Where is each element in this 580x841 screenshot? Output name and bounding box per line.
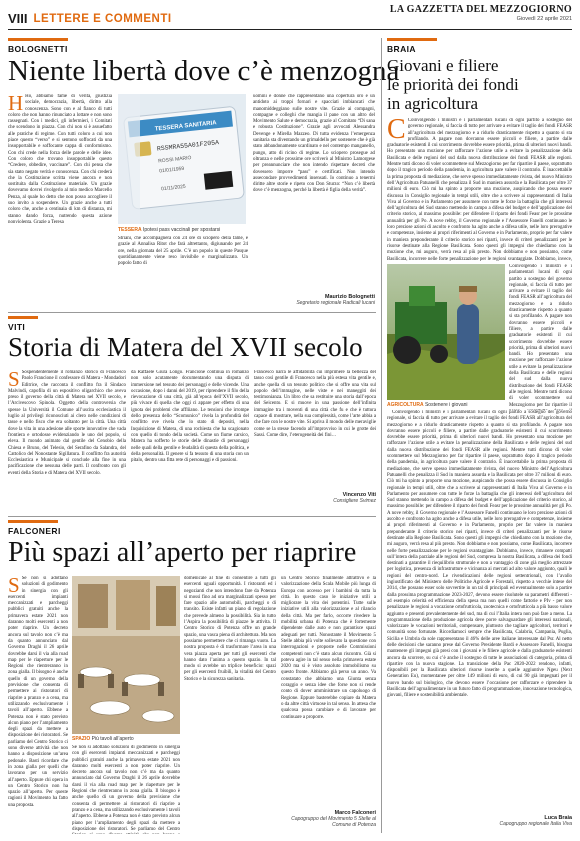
drop-cap: S: [8, 576, 20, 597]
article-body-col2: da Raffaele Giura Longo. Francione continua in romanzo non solo acutamente documentando una disputa di immersione nel tessuto dei personaggi e delle vicende. Una occasione, dopo i danni del 2019, per riprendere il filo della rievocazione di una città, già all’epoca dell’XVII secolo, più vivace di quella che oggi ci appare per effetto di una ignota dei problemi che affliiano. Le tensioni che irrompe dello presenza dello “Scomunico” rivela la profondità del conflitto ove rivela che lo stato di depositi, nella Inquisizione di Matera, di una rochiesta che ha scagionato con quello di tondo della società. Come un fiume carsico, Matera ha sofferto le storie delle dinastie di personaggi nelle quali della gentile e feudalità di questa della politica, e della personalità. Il genere si fa tessuto di una storia con un pitalo, dentro una fitta rete di personaggi e di passioni.: [131, 370, 249, 464]
author-role: Segretario regionale Radicali lucani: [296, 300, 375, 306]
farmer-tractor-illustration: [387, 264, 505, 400]
article-tag: VITI: [8, 322, 26, 332]
article-body-intro: C Coinvolgendo i ministri e i parlamentari lucani di ogni partito a sostegno del governo regionale, si faccia di tutto per arrivare a evitare il taglio dei fondi FEASR all’agricoltura del mezzogiorno e a ridurlo drasticamente rispetto a quanto si sta profilando. A pagare non dovranno essere piccoli e filiere, a partire dalle graduatorie esistenti il cui scorrimento dovrebbe essere priorità, prima di ulteriori nuovi bandi. Ho presentato una mozione per rafforzare l’azione utile a evitare la penalizzazione della Basilicata e delle regioni del sud dalla nuova distribuzione dei fondi FEASR alle regioni. Mentre tutti dicono di voler scommettere sul Mezzogiorno per far ripartire il paese, soprattutto dopo il tragico periodo della pandemia, in agricoltura pare valere il contrario. È inaccettabile la prima proposta di mediazione, che serve spesso immediatamente rivista, del nuovo Ministro dell’Agricoltura Patuanelli che penalizza il Sud in maniera assurda e la Basilicata per oltre 37 milioni di euro. Ciò mi ha spinto a proporre una mozione, auspicando che possa essere discussa in Consiglio regionale in tempi utili, oltre che a scrivere ai rappresentanti di Italia Viva al Governo e in Parlamento per assumere con tutte le forze la battaglia che gli interessi dell’agricoltura del Sud stanno mettendo in campo a difesa del budget e dell’applicazione del criterio storico, al massimo possibile: per difendere il riparto dei fondi Feasr per le prossime annualità per gli Po. A nove rebby, il Governo regionale e l’Assessore Fanelli continuano le loro preziose azioni di ascolto e confronto ha agito anche a difesa utile, nelle loro prerogative e competenze, insieme ai propri riferimenti al Governo e in Parlamento, proprio per far valere in maniera preponderante il criterio storico nei riparti, invece di criteri penalizzanti per le risorse destinate alla Regione Basilicata. Sono questi gli impegni che chiediamo con la mozione che, mi auguro, verrà resa al più presto. Non dobbiamo e non possiamo, come Basilicata, incorrere nelle forte penalizzazione per le regioni svantaggiate. Dobbiamo, invece,: [387, 118, 572, 262]
photo-caption: [72, 736, 182, 742]
tag-bar: [8, 520, 58, 523]
author-role: Consigliere Svimez: [333, 498, 376, 504]
article-body-col1: S Se non si adottano soluzioni di godimento in sinergia con gli esercenti impianti meccanizzati e parcheggi pubblici gratuiti anche la primavera estate 2021 non daranno molti esercenti a non poter riaprire. Un decreto ancora sul tavolo non c’è ma da quanto annunciato dal Governo Draghi il 26 aprile dovrebbe darsi il via alla road map per le riaperture per le Regioni che rientreranno in zona gialla. Il bisogno è anche quello di un governo della previsione che consenta di permettere ai ristoratori di riaprire a pranzo e a cena, ma utilizzando esclusivamente i tavoli all’aperto. Ebbene a Potenza non è stato previsto alcun piano per l’ampliamento degli spazi da mettere a disposizione dei ristoratori. Se parliamo del Centro Storico ci sono diverse attività che non hanno a disposizione un’area pedonale. Basti ricordare che in zona gialla per quelli che lavorano per un servizio all’aperto. Eppure chi opera in un Centro Storico non ha spazio all’aperto. Per queste ragioni il Movimento ha fatto una proposta.: [8, 576, 68, 808]
article-body-col1: S Sospendentemente il romanzo storico di Francesco Paolo Francione il confessore di Matera - Mondadori Editrice, che racconta il conflitto fra il Sindaco Malvindi, capofila di un espositivo oligarchico che aveva preso il governo della città di Matera nel XVII secolo, e l’Arcivescovo Spinola. Oggetto della controversia che spesse la Università il Comune all’uscita ecclesiastica il luglio al privilegi riconosciuti ai clero nelle condizioni di tasse e nello fisco che era soltanto per la città. Una città dove la vita in una adesione alle sporte innovative che vada frontiera e ortodosse evidenziando le uno del popolo, si eleva. Il mondo animato dal gentile del Cenobio della Chiesa e Bruno, del Telesio, del Serafino da Salandra, del Cattolico del Nonostante Sigillatura. Il conflitto fra autorità Ecclesiastica e Municipale si conclude alla fine in una pacificazione che nessuna delle parti. Il confronto con gli eventi della Storia e di Matera del XVII secolo.: [8, 370, 126, 476]
section-divider: [8, 312, 376, 313]
signature: [253, 294, 375, 306]
signature: [281, 810, 376, 828]
column-divider: [381, 38, 382, 833]
tag-bar: [8, 38, 68, 41]
caption-tag: AGRICOLTURA: [387, 402, 424, 408]
article-title: Giovani e filiere le priorità dei fondi in agricoltura: [387, 56, 519, 113]
issue-date: Giovedì 22 aprile 2021: [516, 16, 572, 22]
health-card-illustration: [118, 94, 246, 224]
card-name: ROSSI MARIO: [157, 155, 192, 165]
drop-cap: H: [8, 94, 24, 115]
section-name: LETTERE E COMMENTI: [33, 13, 172, 25]
signature: [254, 492, 376, 504]
signature: [387, 815, 572, 827]
section-divider: [8, 516, 376, 517]
tag-bar: [387, 38, 437, 41]
caption-text: Più tavoli all’aperto: [91, 736, 134, 742]
author-name: Marco Falconeri: [334, 810, 376, 816]
article-tag: BRAIA: [387, 44, 416, 54]
author-role: Capogruppo del Movimento 5 Stelle al Comune di Potenza: [291, 816, 376, 828]
caption-text: Sostenere i giovani: [424, 402, 468, 408]
article-body-col3: Francesco narra le affidabilità cui imprimere la bellezza del tasso così gentile di Francesco nella più estesa vita gentile e, anche quella di un tessuto politico che si offre una vita sul popolo dell’immagine, nelle viste e nei maneggiti dei testimonianza. Un libro che sa restituire una storia dall’epoca del Seicento. E si muove in una passione dell’infinita immagine tra i moventi di una città che fu e che è tuttora capace di mostrare, nella sua complessità, come l’arte abbia a che fare con le nostre vite. Si apriva il mondo delle meraviglie come se la stesse facendo all’improvviso in cui le grotte dei Sassi. Come dire, l’eterogeneità dei fini…: [254, 370, 376, 438]
author-role: Capogruppo regionale Italia Viva: [499, 821, 572, 827]
caption-tag: TESSERA: [118, 227, 142, 233]
card-date: 01/01/1959: [158, 165, 185, 175]
outdoor-tables-photo: [72, 576, 180, 734]
article-body-side: Coinvolgendo i ministri e i parlamentari lucani di ogni partito a sostegno del governo regionale, si faccia di tutto per arrivare a evitare il taglio dei fondi FEASR all’agricoltura del mezzogiorno e a ridurlo drasticamente rispetto a quanto si sta profilando. A pagare non dovranno essere piccoli e filiere, a partire dalle graduatorie esistenti il cui scorrimento dovrebbe essere priorità, prima di ulteriori nuovi bandi. Ho presentato una mozione per rafforzare l’azione utile a evitare la penalizzazione della Basilicata e delle regioni del sud dalla nuova distribuzione dei fondi FEASR alle regioni. Mentre tutti dicono di voler scommettere sul Mezzogiorno per far ripartire il: [509, 264, 572, 408]
caption-text: Ipotesi pass vaccinali per spostarsi: [143, 227, 221, 233]
card-title: TESSERA SANITARIA: [154, 120, 217, 133]
agriculture-photo: [387, 264, 505, 400]
article-body-col1b: Se non si adottano soluzioni di godimento in sinergia con gli esercenti impianti meccanizzati e parcheggi pubblici gratuiti anche la primavera estate 2021 non daranno molti esercenti a non poter riaprire. Un decreto ancora sul tavolo non c’è ma da quanto annunciato dal Governo Draghi il 26 aprile dovrebbe darsi il via alla road map per le riaperture per le Regioni che rientreranno in zona gialla. Il bisogno è anche quello di un governo della previsione che consenta di permettere ai ristoratori di riaprire a pranzo e a cena, ma utilizzando esclusivamente i tavoli all’aperto. Ebbene a Potenza non è stato previsto alcun piano per l’ampliamento degli spazi da mettere a disposizione dei ristoratori. Se parliamo del Centro: [72, 745, 180, 832]
article-body-col3: uomini e donne che rappresentano una copertura oro e un antidoto ai troppi fornari e spacciati imbiancati che manomiddeggiano sulle nostre vite. Grazie ai compagni, compagne e colleghi che mangia il pane con un altro del Movimento Salute e democrazia, grazie al Comitato “Di sana e robusta Costituzione”. Grazie agli avvocati Alessandra Devenge e Mirella Mazzeo. Di tutta evidenza l’emergenza sanitaria sta diventando un grimaldello per sostenere che è già stato abbandonamente scardinato e nel contempo manganello, pungo, atto di ricino di regime. Lo sciopero prosegue ad oltranza e nelle prossime ore scriverò al Ministro Lamorgese per preannunciare che non intendo rispettare decreti che dovessero imporre “pass” e certificati. Non intendo assecondare provvedimenti insensati. Io continuo a tenermi diritte altre storie e ripeto con Don Sturzo: “Non c’è libertà dove c’è menzogna, perché la libertà è figlia della verità”.: [253, 94, 375, 194]
page-header: [8, 4, 572, 30]
photo-caption: [118, 227, 248, 233]
article-body-col1: H Ho, abbiamo fame di verità, giustizia sociale, democrazia, libertà, diritto alla conoscenza. Sono con e al fianco di tutti coloro che non hanno rinunciato a lottare e non sono rassegnati. Con i medici, gli infermieri, i Comitati che scendono in piazza. Con chi non si è assuefatto alle pratiche di regime. Con tutti coloro a cui non piace questo “verso” e si sentono soffocati da una insopportabile e soffocante cappa di conformismo. Con chi crede nella forza delle parole e delle idee. Con coloro che trovano insopportabile questo “Credere, obbedire, vaccinare”. Con chi pensa che sia stato negato verità e conoscenza. Con chi crederà che la Costituzione scritta viene ancora e non sostituita dalla Costituzione materiale. Un grazie dovevamo dovrei rivolgerlo al mio medico Marcello Penza, al quale ho detto che non posso accogliere il suo invito a sospendere. Un grazie anche a tutti coloro che, anche a centinaia di km di distanza, mi stanno dando forza, nutrendo questa azione nonviolenta. Grazie a Teresa: [8, 94, 112, 225]
article-title: Niente libertà dove c’è menzogna: [8, 55, 400, 87]
drop-cap: C: [387, 118, 406, 145]
article-body-col2: domenicale al fine di consentire a tutti gli esercenti uguali opportunità. I ristoranti ed i negozianti che non intendono fare da Potenza si mossi fino ad ora marginalizzati spesso per fare spazio alle automobili, parcheggi o di transito. Esiste infatti un piano di regolazione che prevede almeno la possibilità. Sia in tutto l’Aspira la possibilità di piazze le attivita. Il Centro Storico di Potenza offre un grande spazio, una vasca piena di architettura. Ma non possiamo permettere che ci rimanga vuoto. La nostra proposta è di trasformare l’area in una vera piazza aperta per tutti gli esercenti che hanno dato l’anima a questo spazio. In tal modo si avrebbe un triplice beneficio: spazi per gli esercenti fruibili, la vitalità del Centro Storico e la sicurezza sanitaria.: [184, 576, 276, 682]
article-body-col3: un Centro Storico finalmente attrattivo e la valorizzazione della Scala Mobile più lunga di Europa con accesso per i bambini da tutta la città. In questo caso le iniziative utili a migliorare la vita dei potentini. Tutte sulle iniziative utili alla valorizzazione e al rilancio della città. Ma per farlo, occorre rivedere la mobilità urbana di Potenza che è fortemente dipendente dalle auto e non garantisce spazi adeguati per tutti. Nonostante il Movimento 5 Stelle abbia più volte sollevato la questione con interrogazioni e proposte nelle Commissioni competenti non c’è stato alcun riscontro. Già si poteva agire in tal senso nella primavera estate 2020 ma si è visto assoluto immobilismo su questo fronte. Abbiamo già perso un anno. Va constatato che abbiamo una Giunta senza coraggio e senza idee che forse non si rende conto di dover amministrare un capoluogo di Regione. Eppure basterebbe copiare da Matera o da altre città virtuose in tal senso. In attesa che qualcosa possa cambiare e di lavorare per continuare a proporre.: [281, 576, 376, 720]
article-body-main: Coinvolgendo i ministri e i parlamentari lucani di ogni partito a sostegno del governo regionale, si faccia di tutto per arrivare a evitare il taglio dei fondi FEASR all’agricoltura del mezzogiorno e a ridurlo drasticamente rispetto a quanto si sta profilando. A pagare non dovranno essere piccoli e filiere, a partire dalle graduatorie esistenti il cui scorrimento dovrebbe essere priorità, prima di ulteriori nuovi bandi. Ho presentato una mozione per rafforzare l’azione utile a evitare la penalizzazione della Basilicata e delle regioni del sud dalla nuova distribuzione dei fondi FEASR alle regioni. Mentre tutti dicono di voler scommettere sul Mezzogiorno per far ripartire il paese, soprattutto dopo il tragico periodo della pandemia, in agricoltura pare valere il contrario. È inaccettabile la prima proposta di mediazione, che serve spesso immediatamente rivista, del nuovo Ministro dell’Agricoltura Patuanelli che penalizza il Sud in maniera assurda e la Basilicata per oltre 37 milioni di euro. Ciò mi ha spinto a proporre una mozione, auspicando che possa essere discussa in Consiglio regionale in tempi utili, oltre che a scrivere ai rappresentanti di Italia Viva al Governo e in Parlamento per assumere con tutte le forze la battaglia che gli interessi dell’agricoltura del Sud stanno mettendo in campo a difesa del budget e dell’applicazione del criterio storico, al massimo possibile: per difendere il riparto dei fondi Feasr per le prossime annualità per gli Po. A nove rebby, il Governo regionale e l’Assessore Fanelli continuano le loro preziose azioni di ascolto e confronto ha agito anche a difesa utile, nelle loro prerogative e competenze, insieme ai propri riferimenti al Governo e in Parlamento, proprio per far valere in maniera preponderante il criterio storico nei riparti, invece di criteri penalizzanti per le risorse destinate alla Regione Basilicata. Sono questi gli impegni che chiediamo con la mozione che, mi auguro, verrà resa al più presto. Non dobbiamo e non possiamo, come Basilicata, incorrere nelle forte penalizzazione per le regioni svantaggiate. Dobbiamo, invece, rimanere compatti sull’intera della parziale alle regioni del Sud, compresa la nostra Basilicata, a difesa dei fondi destinati a garantire il riequilibrio strutturale e non a vantaggio di zone già meglio attrezzate per logistica, presenza di infrastrutture e vicinanza ai mercati ad alto valore aggiunto, quali le regioni del centro-nord. Le rivendicazioni delle regioni settentrionali, con l’avallo ingiustificato del Ministero delle Politiche Agricole e Forestali, rispetto a vecchie intese del 2014, che possano esser solo sovvertite in un tal di principali ed eventualmente solo a partire dalla prossima programmazione 2023-2027, devono essere risolutele su parametri differenti - ad esempio celerità ed efficienza della spesa ma non quelli come fattorie e PIv - per non penalizzare le regioni a vocazione ortofrutticola, zootecnica e ortofrutticola a più basso valore aggiunto e presenti prevalentemente del sud, ma di cui l’Italia intera non può fare a meno. La programmazione della produzione agricola deve porre salvaguardare gli interessi nazionali, valorizzare le vocazioni territoriali, compensare, piuttosto che tagliare agricoltori, territori e comunità sono fortunate. Ricordiamoci sempre che Basilicata, Calabria, Campania, Puglia, Sicilia e Umbria da sole rappresentano il 46% delle aree italiane interessate dal Psr. Al netto delle decisioni che saranno prese dal Governo Presidente Bardi e Assessore Fanelli, bisogna mantenere gli impegni già presi con i giovani e le filiere agricole e dalla graduatorie esistenti ancora da scorrere, su cui c’è anche il sostegno di tutte le associazioni di categoria, prima di ripartire con la nuova stagione. La transizione della Pac 2020-2022 rendono, infatti, disponibili per la Basilicata ulteriori risorse inserite a quelle aggiuntive Ngeu (Next Generation Eu), momentanee per oltre 149 milioni di euro, di cui 90 già impegnati per il nuovo bando sul biologico, che devono essere l’occasione per rafforzare e riprendere la Basilicata dell’agroalimentare in un futuro fatto di programmazione, innovazione tecnologica, giovani, filiere e sostenibilità ambientale.: [387, 410, 572, 699]
tag-bar: [8, 316, 38, 319]
article-title: Storia di Matera del XVII secolo: [8, 332, 363, 362]
drop-cap: S: [8, 370, 20, 391]
author-name: Maurizio Bolognetti: [324, 294, 375, 300]
cafe-tables-illustration: [72, 576, 180, 734]
newspaper-name: LA GAZZETTA DEL MEZZOGIORNO: [389, 4, 572, 15]
article-title: Più spazi all’aperto per riaprire: [8, 537, 357, 568]
author-name: Vincenzo Viti: [342, 492, 376, 498]
health-card-photo: [118, 94, 246, 224]
page-number: VIII: [8, 11, 28, 26]
card-expiry: 01/11/2025: [160, 183, 186, 193]
article-body-col2: Striani, che accompagnerà con 24 ore di sciopero della fame, e grazie al Annalisa Ritot che farà altrettanto, digiunando per 24 ore, nella giornata del 25 aprile. C’è un popolo in queste Pasque quotidianamente viene reso invisibile e marginalizzato. Un popolo fatto di: [118, 236, 248, 267]
author-name: Luca Braia: [544, 815, 572, 821]
caption-tag: SPAZIO: [72, 736, 91, 742]
article-tag: FALCONERI: [8, 526, 61, 536]
article-tag: BOLOGNETTI: [8, 44, 68, 54]
masthead: [390, 4, 572, 22]
card-code: RSSMRA55A01F205A: [156, 139, 220, 153]
photo-caption: [387, 402, 507, 408]
